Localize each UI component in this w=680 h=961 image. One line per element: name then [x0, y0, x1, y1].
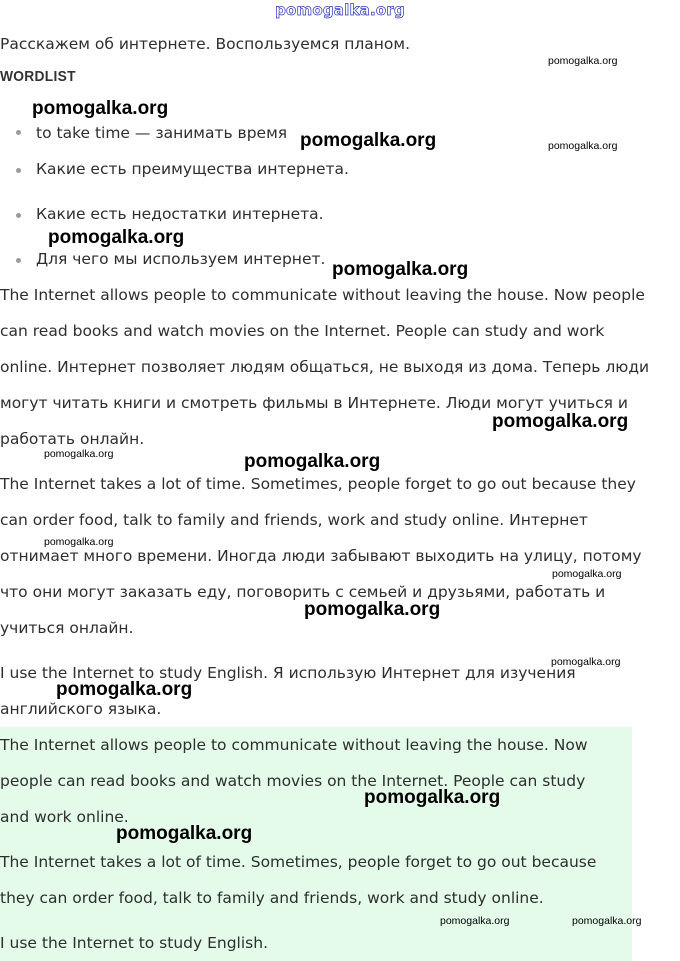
watermark: pomogalka.org — [552, 568, 622, 580]
text-line: The Internet allows people to communicate without leaving the house. Now people — [0, 286, 645, 304]
text-line: I use the Internet to study English. Я использую Интернет для изучения — [0, 664, 576, 682]
watermark: pomogalka.org — [44, 448, 114, 460]
text-line: people can read books and watch movies on the Internet. People can study — [0, 772, 586, 790]
wordlist-item: Какие есть преимущества интернета. — [36, 160, 349, 178]
watermark: pomogalka.org — [300, 130, 437, 151]
text-line: and work online. — [0, 808, 129, 826]
text-line: английского языка. — [0, 700, 162, 718]
watermark: pomogalka.org — [548, 55, 618, 67]
text-line: can read books and watch movies on the Internet. People can study and work — [0, 322, 605, 340]
bullet-icon — [16, 258, 21, 263]
intro-text: Расскажем об интернете. Воспользуемся планом. — [0, 35, 411, 53]
watermark: pomogalka.org — [551, 656, 621, 668]
watermark: pomogalka.org — [48, 227, 185, 248]
site-logo[interactable]: pomogalka.org — [275, 1, 405, 19]
wordlist-item: Какие есть недостатки интернета. — [36, 205, 324, 223]
text-line: The Internet takes a lot of time. Sometimes, people forget to go out because — [0, 853, 597, 871]
wordlist-item: Для чего мы используем интернет. — [36, 250, 326, 268]
text-line: что они могут заказать еду, поговорить с семьей и друзьями, работать и — [0, 583, 606, 601]
text-line: they can order food, talk to family and friends, work and study online. — [0, 889, 544, 907]
text-line: online. Интернет позволяет людям общаться, не выходя из дома. Теперь люди — [0, 358, 650, 376]
watermark: pomogalka.org — [364, 787, 501, 808]
text-line: The Internet takes a lot of time. Sometimes, people forget to go out because they — [0, 475, 636, 493]
watermark: pomogalka.org — [32, 98, 169, 119]
text-line: работать онлайн. — [0, 430, 145, 448]
watermark: pomogalka.org — [548, 140, 618, 152]
text-line: отнимает много времени. Иногда люди забывают выходить на улицу, потому — [0, 547, 642, 565]
wordlist-item: to take time — занимать время — [36, 124, 288, 142]
bullet-icon — [16, 130, 21, 135]
answer-highlight — [0, 727, 632, 961]
bullet-icon — [16, 168, 21, 173]
watermark: pomogalka.org — [332, 259, 469, 280]
text-line: учиться онлайн. — [0, 619, 134, 637]
text-line: can order food, talk to family and friends, work and study online. Интернет — [0, 511, 588, 529]
watermark: pomogalka.org — [244, 451, 381, 472]
bullet-icon — [16, 213, 21, 218]
text-line: могут читать книги и смотреть фильмы в Интернете. Люди могут учиться и — [0, 394, 628, 412]
watermark: pomogalka.org — [492, 411, 629, 432]
watermark: pomogalka.org — [116, 823, 253, 844]
watermark: pomogalka.org — [304, 599, 441, 620]
wordlist-title: WORDLIST — [0, 68, 76, 85]
text-line: The Internet allows people to communicate without leaving the house. Now — [0, 736, 588, 754]
watermark: pomogalka.org — [56, 679, 193, 700]
watermark: pomogalka.org — [44, 536, 114, 548]
watermark: pomogalka.org — [440, 915, 510, 927]
watermark: pomogalka.org — [572, 915, 642, 927]
text-line: I use the Internet to study English. — [0, 934, 268, 952]
